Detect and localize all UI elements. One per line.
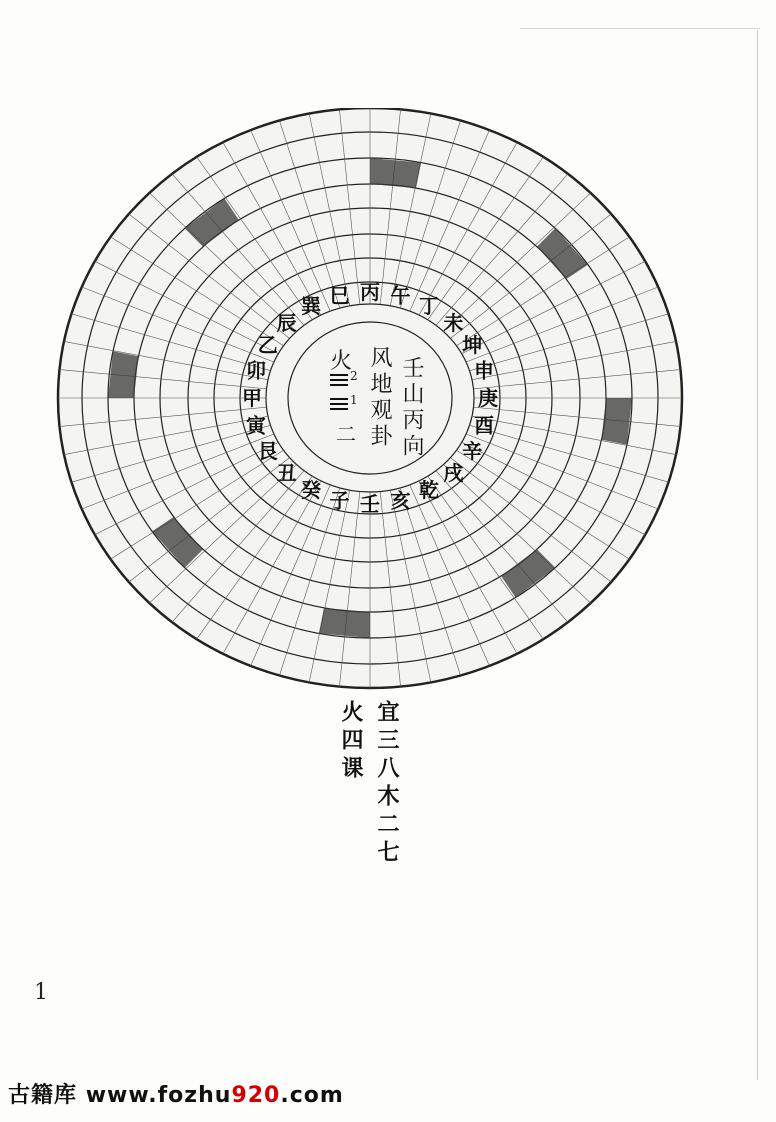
ring-character: 卯 (246, 358, 266, 383)
ring-character: 酉 (474, 413, 494, 438)
ring-character: 戌 (443, 461, 464, 485)
center-side-label: 火 (330, 349, 353, 374)
ring-character: 申 (474, 358, 494, 383)
ring-character: 午 (390, 283, 411, 308)
ring-character: 辰 (276, 311, 297, 335)
ring-character: 乙 (257, 333, 278, 357)
ring-character: 丙 (360, 280, 380, 304)
ring-character: 未 (443, 311, 464, 335)
ring-character: 艮 (257, 439, 278, 463)
page-edge-line (757, 30, 758, 1080)
trigram-number-bottom: 1 (350, 393, 358, 407)
ring-character: 坤 (462, 333, 483, 357)
shaded-sector (108, 351, 139, 398)
ring-character: 辛 (462, 439, 483, 463)
page-top-line (520, 28, 760, 29)
ring-character: 乾 (419, 477, 439, 502)
footer-url-accent: 920 (231, 1083, 281, 1108)
center-title-left: 风地观卦 (367, 346, 392, 450)
footer-site-name: 古籍库 (8, 1083, 78, 1108)
annotation-right-column: 宜三八木二七 (374, 700, 400, 868)
footer-url-prefix: www.fozhu (85, 1083, 232, 1108)
annotation-left-column: 火四课 (338, 700, 364, 784)
footer-watermark[interactable] (8, 1078, 344, 1109)
ring-character: 子 (329, 488, 350, 513)
shaded-sector (319, 608, 370, 638)
page-number: 1 (34, 980, 48, 1005)
ring-character: 丑 (276, 461, 297, 485)
footer-url-suffix: .com (280, 1083, 344, 1108)
ring-character: 庚 (478, 386, 498, 410)
center-bottom-mark: 二 (336, 422, 356, 446)
shaded-sector (602, 398, 633, 445)
trigram-number-top: 2 (350, 369, 358, 383)
ring-character: 甲 (242, 386, 262, 410)
center-title-right: 壬山丙向 (399, 356, 424, 460)
ring-character: 丁 (419, 294, 439, 319)
ring-character: 巽 (301, 294, 321, 319)
trigram-symbols (330, 369, 360, 412)
ring-character: 壬 (360, 492, 380, 516)
ring-character: 亥 (390, 488, 411, 513)
ring-character: 癸 (301, 477, 321, 502)
ring-character: 寅 (246, 413, 266, 438)
shaded-sector (370, 158, 421, 188)
ring-character: 巳 (329, 283, 350, 308)
